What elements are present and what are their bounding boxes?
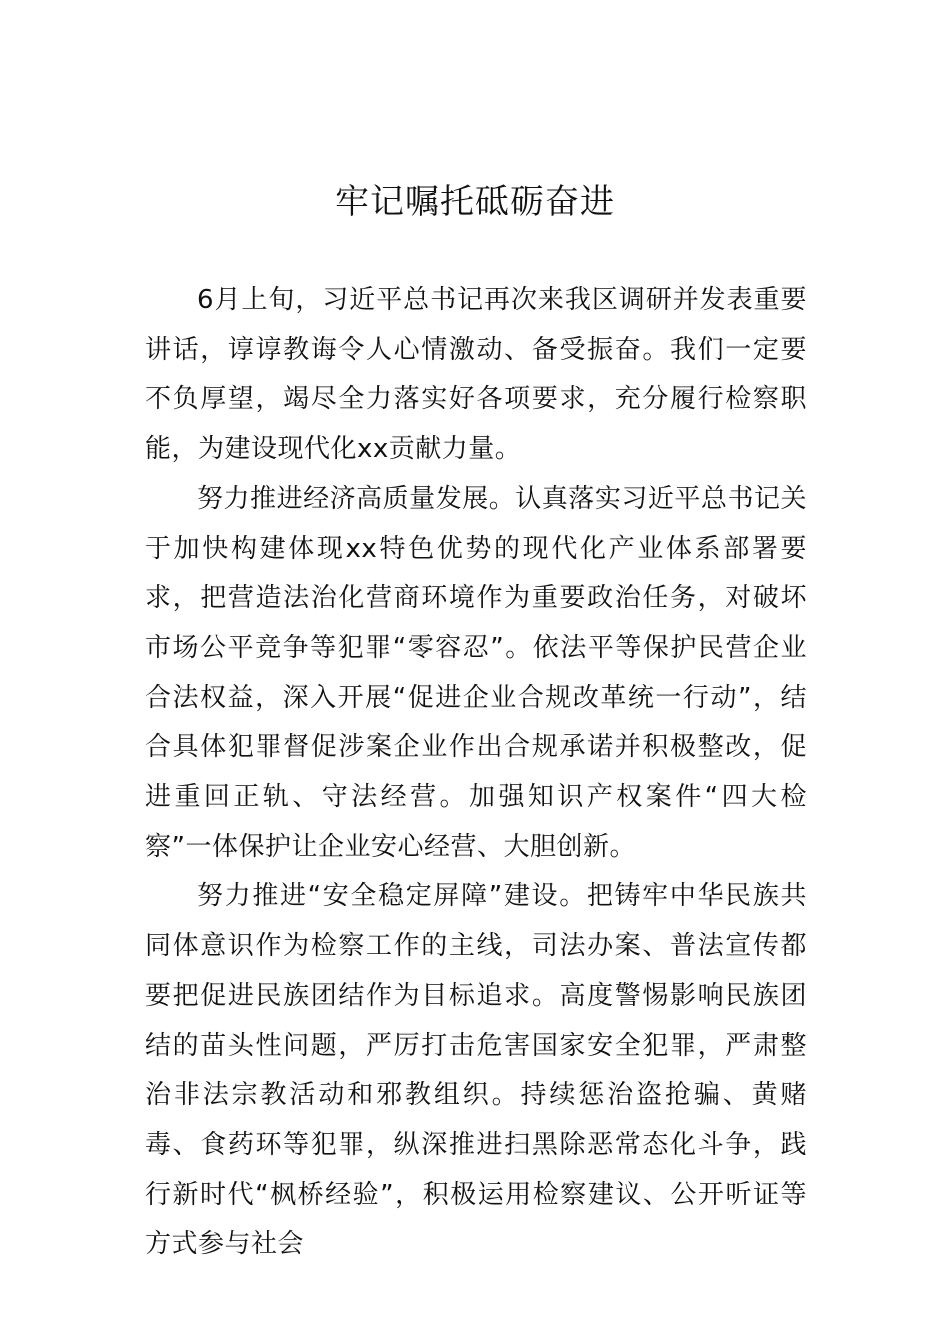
paragraph-2: 努力推进经济高质量发展。认真落实习近平总书记关于加快构建体现xx特色优势的现代化产业体系部署要求，把营造法治化营商环境作为重要政治任务，对破坏市场公平竞争等犯罪“零容忍”。依法平等保护民营企业合法权益，深入开展“促进企业合规改革统一行动”，结合具体犯罪督促涉案企业作出合规承诺并积极整改，促进重回正轨、守法经营。加强知识产权案件“四大检察”一体保护让企业安心经营、大胆创新。 xyxy=(145,483,807,862)
document-body xyxy=(145,276,807,1270)
paragraph-1: 6月上旬，习近平总书记再次来我区调研并发表重要讲话，谆谆教诲令人心情激动、备受振奋。我们一定要不负厚望，竭尽全力落实好各项要求，充分履行检察职能，为建设现代化xx贡献力量。 xyxy=(145,285,807,465)
document-title: 牢记嘱托砥砺奋进 xyxy=(335,182,615,222)
paragraph-3: 努力推进“安全稳定屏障”建设。把铸牢中华民族共同体意识作为检察工作的主线，司法办案、普法宣传都要把促进民族团结作为目标追求。高度警惕影响民族团结的苗头性问题，严厉打击危害国家安全犯罪，严肃整治非法宗教活动和邪教组织。持续惩治盗抢骗、黄赌毒、食药环等犯罪，纵深推进扫黑除恶常态化斗争，践行新时代“枫桥经验”，积极运用检察建议、公开听证等方式参与社会 xyxy=(145,881,807,1260)
